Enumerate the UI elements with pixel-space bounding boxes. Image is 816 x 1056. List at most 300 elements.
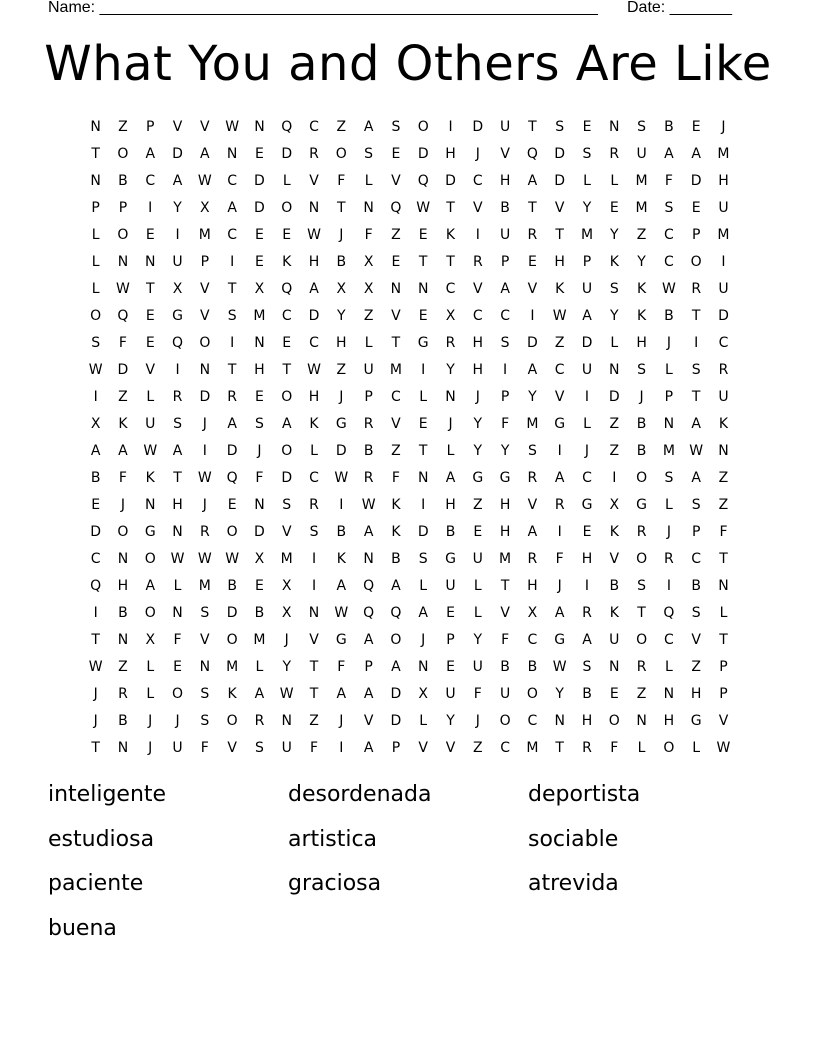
grid-letter: E (255, 254, 264, 270)
grid-letter: L (146, 686, 155, 702)
grid-letter: I (230, 254, 235, 270)
grid-letter: B (664, 308, 674, 324)
grid-letter: E (418, 416, 428, 432)
grid-letter: T (555, 227, 564, 243)
grid-letter: L (419, 713, 428, 729)
grid-letter: U (472, 659, 483, 675)
grid-letter: K (282, 254, 292, 270)
grid-letter: S (364, 146, 374, 162)
grid-letter: P (664, 389, 674, 405)
grid-letter: X (200, 200, 210, 216)
grid-letter: S (609, 281, 619, 297)
grid-letter: S (391, 119, 401, 135)
grid-letter: Y (337, 308, 346, 324)
grid-letter: Q (390, 200, 402, 216)
grid-letter: R (609, 146, 620, 162)
grid-letter: C (145, 173, 156, 189)
grid-letter: V (391, 416, 401, 432)
grid-letter: E (582, 119, 592, 135)
grid-letter: T (418, 443, 428, 459)
grid-letter: V (309, 632, 319, 648)
grid-letter: N (254, 497, 265, 513)
grid-letter: B (500, 659, 510, 675)
grid-letter: Z (609, 416, 620, 432)
grid-letter: H (254, 362, 265, 378)
grid-letter: D (281, 146, 293, 162)
grid-row (82, 600, 737, 627)
grid-letter: I (584, 578, 590, 594)
grid-letter: W (143, 443, 158, 459)
grid-letter: G (636, 497, 648, 513)
grid-letter: A (527, 362, 538, 378)
grid-letter: R (527, 551, 538, 567)
grid-letter: V (281, 524, 292, 540)
grid-letter: I (339, 497, 344, 513)
grid-letter: D (254, 524, 265, 540)
grid-letter: Z (636, 686, 647, 702)
grid-letter: T (91, 632, 100, 648)
grid-letter: I (448, 119, 453, 135)
grid-letter: Q (663, 605, 675, 621)
grid-letter: P (719, 686, 728, 702)
grid-letter: C (582, 470, 592, 486)
grid-letter: L (664, 659, 673, 675)
grid-letter: S (637, 578, 647, 594)
grid-letter: N (417, 659, 429, 675)
grid-letter: R (527, 227, 538, 243)
grid-letter: A (172, 173, 183, 189)
grid-letter: S (664, 470, 674, 486)
grid-letter: V (418, 740, 428, 756)
grid-letter: X (363, 254, 374, 270)
grid-letter: R (582, 605, 592, 621)
grid-letter: W (661, 281, 676, 297)
grid-row (82, 573, 737, 600)
grid-letter: I (584, 389, 590, 405)
grid-letter: X (418, 686, 428, 702)
grid-letter: V (473, 281, 483, 297)
grid-letter: D (226, 443, 238, 459)
grid-letter: X (281, 578, 292, 594)
grid-letter: X (172, 281, 183, 297)
grid-letter: K (609, 254, 619, 270)
grid-letter: A (172, 443, 183, 459)
grid-letter: B (118, 173, 128, 189)
word-list-item: desordenada (288, 782, 432, 807)
grid-letter: N (445, 389, 456, 405)
grid-letter: E (173, 659, 182, 675)
grid-letter: N (609, 362, 620, 378)
grid-letter: Z (336, 362, 347, 378)
grid-row (82, 735, 737, 762)
grid-letter: C (527, 632, 538, 648)
grid-letter: G (172, 308, 183, 324)
grid-letter: A (336, 686, 347, 702)
grid-letter: H (663, 713, 675, 729)
grid-letter: N (172, 524, 183, 540)
grid-letter: A (281, 416, 292, 432)
grid-letter: A (691, 146, 701, 162)
grid-letter: P (500, 389, 510, 405)
grid-letter: G (335, 416, 347, 432)
grid-letter: N (609, 119, 620, 135)
grid-letter: M (580, 227, 594, 243)
grid-letter: L (610, 335, 619, 351)
grid-row (82, 195, 737, 222)
grid-letter: B (336, 524, 347, 540)
grid-letter: I (311, 551, 317, 567)
grid-letter: Z (391, 227, 401, 243)
grid-letter: Y (555, 686, 564, 702)
grid-letter: L (692, 740, 701, 756)
grid-letter: O (417, 119, 429, 135)
grid-letter: P (691, 227, 701, 243)
grid-letter: N (308, 200, 320, 216)
grid-letter: S (200, 605, 210, 621)
grid-letter: S (254, 416, 264, 432)
grid-letter: M (253, 632, 266, 648)
grid-letter: H (499, 524, 511, 540)
grid-letter: W (88, 659, 103, 675)
grid-letter: C (309, 119, 319, 135)
grid-letter: F (309, 740, 319, 756)
grid-letter: V (691, 632, 701, 648)
grid-letter: A (582, 308, 592, 324)
grid-letter: J (202, 497, 207, 513)
grid-letter: D (527, 335, 538, 351)
grid-letter: N (417, 470, 429, 486)
grid-letter: P (364, 659, 373, 675)
grid-letter: Z (473, 497, 483, 513)
grid-letter: Z (391, 443, 401, 459)
grid-letter: H (554, 254, 565, 270)
grid-letter: C (663, 632, 674, 648)
grid-letter: S (200, 713, 210, 729)
grid-letter: R (472, 254, 483, 270)
grid-letter: A (691, 416, 701, 432)
grid-letter: A (336, 578, 347, 594)
grid-letter: R (664, 551, 674, 567)
grid-letter: E (227, 497, 237, 513)
grid-letter: A (363, 632, 374, 648)
grid-letter: L (473, 578, 482, 594)
grid-letter: D (417, 524, 429, 540)
grid-letter: E (282, 335, 292, 351)
grid-letter: N (90, 119, 101, 135)
grid-letter: N (718, 443, 729, 459)
grid-letter: O (663, 740, 675, 756)
grid-letter: M (389, 362, 402, 378)
grid-letter: M (635, 173, 648, 189)
grid-letter: D (199, 389, 211, 405)
grid-letter: D (226, 605, 238, 621)
grid-letter: G (499, 470, 511, 486)
grid-letter: S (582, 146, 592, 162)
grid-letter: L (282, 173, 291, 189)
grid-letter: C (227, 227, 238, 243)
grid-letter: K (718, 416, 729, 432)
grid-row (82, 141, 737, 168)
grid-letter: E (691, 119, 701, 135)
grid-letter: V (554, 389, 565, 405)
grid-letter: O (281, 200, 293, 216)
grid-letter: H (472, 362, 484, 378)
grid-letter: B (391, 551, 401, 567)
grid-letter: P (582, 254, 592, 270)
grid-letter: C (391, 389, 401, 405)
grid-letter: V (500, 605, 510, 621)
grid-letter: V (391, 173, 401, 189)
grid-letter: A (363, 119, 374, 135)
grid-letter: K (336, 551, 346, 567)
grid-letter: O (226, 713, 238, 729)
grid-letter: S (200, 686, 210, 702)
grid-row (82, 357, 737, 384)
grid-letter: P (691, 524, 701, 540)
grid-letter: Z (473, 740, 483, 756)
grid-letter: B (500, 200, 510, 216)
grid-letter: W (197, 551, 212, 567)
grid-letter: U (581, 362, 593, 378)
grid-letter: E (255, 227, 264, 243)
grid-letter: R (363, 416, 374, 432)
grid-row (82, 168, 737, 195)
grid-letter: B (609, 578, 620, 594)
grid-letter: B (118, 713, 128, 729)
grid-letter: A (145, 146, 156, 162)
grid-letter: J (93, 713, 98, 729)
grid-letter: X (609, 497, 620, 513)
grid-letter: D (581, 335, 593, 351)
grid-letter: Y (473, 632, 483, 648)
grid-letter: S (637, 119, 647, 135)
grid-letter: Q (281, 281, 293, 297)
grid-letter: R (445, 335, 456, 351)
grid-row (82, 546, 737, 573)
grid-letter: J (475, 146, 480, 162)
grid-letter: W (116, 281, 130, 297)
grid-row (82, 438, 737, 465)
grid-letter: D (445, 173, 456, 189)
grid-letter: K (309, 416, 319, 432)
grid-letter: S (664, 200, 674, 216)
grid-letter: X (527, 605, 538, 621)
grid-letter: P (719, 659, 728, 675)
grid-row (82, 492, 737, 519)
grid-letter: Q (390, 605, 402, 621)
grid-letter: H (581, 713, 593, 729)
grid-letter: H (445, 497, 456, 513)
grid-letter: Z (309, 713, 319, 729)
grid-letter: R (691, 281, 702, 297)
grid-letter: Y (582, 200, 592, 216)
grid-letter: D (90, 524, 102, 540)
grid-letter: I (230, 335, 235, 351)
grid-letter: W (225, 119, 240, 135)
grid-letter: N (254, 335, 265, 351)
grid-letter: K (145, 470, 155, 486)
grid-letter: S (691, 605, 701, 621)
grid-letter: I (175, 362, 180, 378)
grid-letter: E (145, 308, 155, 324)
grid-letter: R (582, 740, 592, 756)
grid-letter: V (527, 497, 538, 513)
grid-letter: L (255, 659, 264, 675)
grid-letter: J (339, 713, 344, 729)
grid-letter: A (445, 470, 456, 486)
grid-letter: T (309, 659, 319, 675)
grid-letter: K (445, 227, 456, 243)
grid-letter: A (200, 146, 210, 162)
grid-letter: C (663, 227, 674, 243)
grid-letter: V (527, 281, 538, 297)
grid-letter: T (337, 200, 346, 216)
grid-letter: Z (118, 659, 128, 675)
grid-letter: S (309, 524, 319, 540)
grid-letter: V (145, 362, 156, 378)
grid-letter: U (581, 281, 593, 297)
grid-row (82, 708, 737, 735)
grid-letter: D (554, 173, 566, 189)
grid-letter: Z (718, 497, 729, 513)
grid-letter: A (527, 524, 538, 540)
grid-letter: F (391, 470, 400, 486)
grid-letter: R (309, 497, 319, 513)
grid-letter: I (503, 362, 508, 378)
grid-letter: L (91, 227, 100, 243)
grid-letter: I (175, 227, 180, 243)
grid-letter: R (527, 470, 538, 486)
grid-letter: J (148, 713, 153, 729)
grid-letter: E (527, 254, 537, 270)
grid-letter: X (145, 632, 156, 648)
grid-letter: V (609, 551, 620, 567)
grid-letter: V (200, 119, 210, 135)
word-list-item: inteligente (48, 782, 167, 807)
grid-letter: O (226, 524, 238, 540)
grid-letter: B (664, 119, 674, 135)
grid-letter: S (91, 335, 101, 351)
grid-letter: C (90, 551, 101, 567)
grid-letter: C (527, 713, 538, 729)
grid-letter: T (227, 362, 237, 378)
grid-letter: G (472, 470, 484, 486)
grid-letter: A (90, 443, 101, 459)
grid-letter: T (282, 362, 291, 378)
grid-letter: X (363, 281, 374, 297)
grid-letter: N (718, 578, 729, 594)
grid-letter: U (718, 200, 729, 216)
grid-letter: E (91, 497, 101, 513)
grid-letter: U (145, 416, 156, 432)
grid-letter: E (282, 227, 292, 243)
grid-letter: C (309, 335, 319, 351)
grid-letter: G (554, 416, 566, 432)
grid-letter: J (721, 119, 726, 135)
grid-letter: L (719, 605, 728, 621)
grid-letter: G (690, 713, 702, 729)
grid-letter: H (172, 497, 183, 513)
grid-letter: F (610, 740, 619, 756)
grid-letter: Y (446, 362, 455, 378)
grid-letter: H (308, 389, 320, 405)
word-list-item: artistica (288, 826, 378, 852)
grid-letter: B (636, 416, 647, 432)
grid-letter: E (691, 200, 701, 216)
grid-letter: Y (610, 308, 619, 324)
grid-letter: A (500, 281, 510, 297)
grid-letter: I (93, 389, 98, 405)
grid-letter: P (91, 200, 100, 216)
grid-letter: D (390, 686, 402, 702)
word-list (48, 778, 768, 956)
grid-letter: Z (691, 659, 701, 675)
grid-letter: V (554, 200, 565, 216)
word-list-item: sociable (528, 826, 619, 852)
grid-letter: T (637, 605, 646, 621)
grid-row (82, 303, 737, 330)
grid-letter: S (637, 362, 647, 378)
grid-letter: H (117, 578, 129, 594)
grid-letter: J (175, 713, 180, 729)
grid-row (82, 654, 737, 681)
grid-letter: N (663, 416, 675, 432)
grid-letter: E (418, 308, 428, 324)
grid-letter: O (636, 632, 648, 648)
grid-letter: G (581, 497, 593, 513)
grid-letter: S (500, 335, 510, 351)
grid-letter: T (446, 254, 455, 270)
grid-letter: Y (473, 416, 483, 432)
grid-letter: J (93, 686, 98, 702)
grid-letter: Z (636, 227, 647, 243)
grid-letter: L (610, 173, 619, 189)
grid-letter: F (473, 686, 482, 702)
grid-letter: A (145, 578, 156, 594)
grid-letter: B (582, 686, 592, 702)
grid-letter: T (145, 281, 155, 297)
word-list-item: atrevida (528, 871, 619, 896)
grid-letter: U (445, 578, 456, 594)
grid-letter: W (170, 551, 185, 567)
grid-letter: Y (446, 713, 455, 729)
grid-letter: V (363, 713, 374, 729)
grid-letter: F (664, 173, 673, 189)
grid-letter: L (664, 362, 673, 378)
grid-letter: M (253, 308, 266, 324)
grid-letter: A (118, 443, 128, 459)
grid-letter: J (448, 416, 453, 432)
page-title: What You and Others Are Like (44, 36, 772, 92)
grid-letter: U (172, 254, 183, 270)
grid-letter: D (690, 173, 702, 189)
grid-letter: S (691, 362, 701, 378)
grid-letter: T (719, 551, 728, 567)
grid-letter: T (555, 740, 564, 756)
grid-letter: A (418, 605, 428, 621)
grid-letter: U (499, 686, 511, 702)
grid-letter: F (173, 632, 182, 648)
grid-letter: U (718, 389, 729, 405)
grid-letter: D (281, 470, 293, 486)
grid-letter: W (416, 200, 431, 216)
grid-letter: T (418, 254, 428, 270)
grid-letter: F (719, 524, 728, 540)
grid-letter: C (718, 335, 729, 351)
grid-letter: O (144, 551, 156, 567)
grid-letter: L (473, 605, 482, 621)
grid-row (82, 681, 737, 708)
